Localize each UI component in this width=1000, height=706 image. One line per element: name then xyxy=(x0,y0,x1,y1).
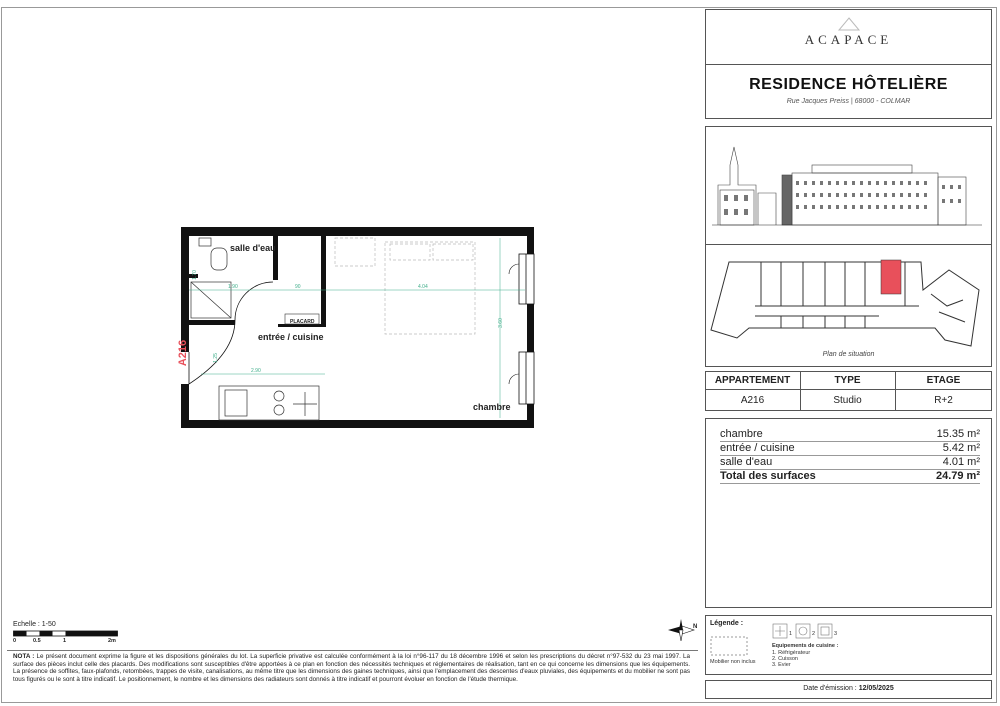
kitchen-number: 3 xyxy=(834,631,838,637)
total-label: Total des surfaces xyxy=(720,470,816,482)
surface-label: entrée / cuisine xyxy=(720,442,795,454)
surface-value: 15.35 m² xyxy=(936,428,980,440)
kitchen-number: 2 xyxy=(812,631,816,637)
title-divider xyxy=(705,64,992,65)
dimension-label: 1.90 xyxy=(228,284,238,290)
legal-notice xyxy=(13,653,690,684)
scale-tick: 1 xyxy=(63,638,67,644)
window-upper xyxy=(519,254,534,304)
info-row-divider xyxy=(705,389,992,390)
wall-bottom xyxy=(181,420,534,428)
partition-bath-bottom xyxy=(189,320,235,325)
surface-value: 4.01 m² xyxy=(942,456,980,468)
scale-tick: 0 xyxy=(13,638,17,644)
cooktop-ring xyxy=(274,405,284,415)
dimension-label: 90 xyxy=(295,284,301,290)
header-type: TYPE xyxy=(834,375,861,386)
nota-label: NOTA : xyxy=(13,653,35,660)
partition-chambre xyxy=(321,236,326,327)
elevation-divider xyxy=(705,244,992,245)
wall-top xyxy=(181,227,534,236)
room-label-entree: entrée / cuisine xyxy=(258,332,324,342)
nota-divider xyxy=(7,650,698,651)
issue-date xyxy=(705,685,992,692)
surface-value: 5.42 m² xyxy=(942,442,980,454)
dimension-label: 3.60 xyxy=(497,318,504,328)
kitchen-number: 1 xyxy=(789,631,793,637)
fridge-symbol xyxy=(293,392,317,416)
scale-bar xyxy=(13,630,119,638)
wall-right-1 xyxy=(527,227,534,254)
furniture-symbol-icon xyxy=(710,636,748,656)
scale-label: Echelle : 1-50 xyxy=(13,621,56,628)
surface-label: salle d'eau xyxy=(720,456,773,468)
kitchen-sink xyxy=(225,390,247,416)
dimension-label: 1.25 xyxy=(212,353,219,363)
kitchen-item: 3. Evier xyxy=(772,662,791,668)
situation-highlight xyxy=(881,260,901,294)
surface-row xyxy=(720,456,980,470)
wall-right-3 xyxy=(527,404,534,428)
building-elevation xyxy=(712,135,982,235)
total-row xyxy=(720,470,980,484)
brand-name: ACAPACE xyxy=(804,32,893,47)
brand-logo xyxy=(705,17,992,49)
surface-row xyxy=(720,442,980,456)
toilet xyxy=(211,248,227,270)
room-label-salle-eau: salle d'eau xyxy=(230,243,276,253)
value-type: Studio xyxy=(833,395,862,406)
north-label: N xyxy=(693,624,698,630)
scale-tick: 0.5 xyxy=(33,638,41,644)
bath-door-swing xyxy=(235,282,273,320)
dimension-label: 4.04 xyxy=(418,284,428,290)
room-label-chambre: chambre xyxy=(473,402,511,412)
project-address: Rue Jacques Preiss | 68000 - COLMAR xyxy=(786,98,911,105)
floor-plan xyxy=(175,224,540,430)
dimension-label: 2.90 xyxy=(251,368,261,374)
nota-text: Le présent document exprime la figure et les dispositions générales du lot. La superficie privative est calculée conformément à la loi n°96-117 du 18 décembre 1996 et selon les prescriptions du décret n°97-532 du 23 mai 1997. La surface des pièces inclut celle des placards. Des modifications sont susceptibles d'être apportées à ce plan en fonction des nécessités techniques et réglementaires de réalisation, tant en ce qui concerne les dimensions que les équipements. La présence de soffites, faux-plafonds, retombées, trappes de visite, canalisations, au même titre que les dimensions des gaines techniques, ainsi que l'emplacement des descentes d'eaux pluviales, des équipements et du mobilier ne sont pas tous figurés ou le sont à titre indicatif. Le positionnement, le nombre et les dimensions des radiateurs sont donnés à titre indicatif et pourront évoluer en fonction de l'étude thermique. xyxy=(13,653,691,684)
issue-date-value: 12/05/2025 xyxy=(858,685,894,692)
value-etage: R+2 xyxy=(934,395,953,406)
total-value: 24.79 m² xyxy=(935,470,980,482)
wall-left-upper xyxy=(181,227,189,352)
desk xyxy=(335,238,375,266)
window-lower xyxy=(519,352,534,404)
legend-title: Légende : xyxy=(710,620,744,627)
situation-plan xyxy=(709,250,989,350)
unit-label: A216 xyxy=(177,339,190,367)
dimension-label: 1.70 xyxy=(191,270,198,280)
placard-label: PLACARD xyxy=(290,319,315,325)
kitchen-item: 1. Réfrigérateur xyxy=(772,650,811,656)
legend-block xyxy=(705,615,992,675)
kitchen-symbols-icon xyxy=(772,623,834,639)
north-arrow-icon xyxy=(666,617,696,643)
situation-caption: Plan de situation xyxy=(822,351,875,358)
furniture-note: Mobilier non inclus xyxy=(710,659,756,665)
header-appartement: APPARTEMENT xyxy=(714,375,791,386)
logo-mark-icon xyxy=(837,17,861,31)
header-etage: ETAGE xyxy=(926,375,961,386)
value-appartement: A216 xyxy=(740,395,765,406)
scale-tick: 2m xyxy=(108,638,116,644)
wall-right-2 xyxy=(527,304,534,352)
issue-date-label: Date d'émission : xyxy=(803,685,857,692)
surface-row xyxy=(720,428,980,442)
project-title: RESIDENCE HÔTELIÈRE xyxy=(749,76,948,93)
kitchen-title: Equipements de cuisine : xyxy=(772,643,839,649)
surface-label: chambre xyxy=(720,428,763,440)
kitchen-item: 2. Cuisson xyxy=(772,656,798,662)
kitchen-counter xyxy=(219,386,319,420)
washbasin xyxy=(199,238,211,246)
cooktop-ring xyxy=(274,391,284,401)
